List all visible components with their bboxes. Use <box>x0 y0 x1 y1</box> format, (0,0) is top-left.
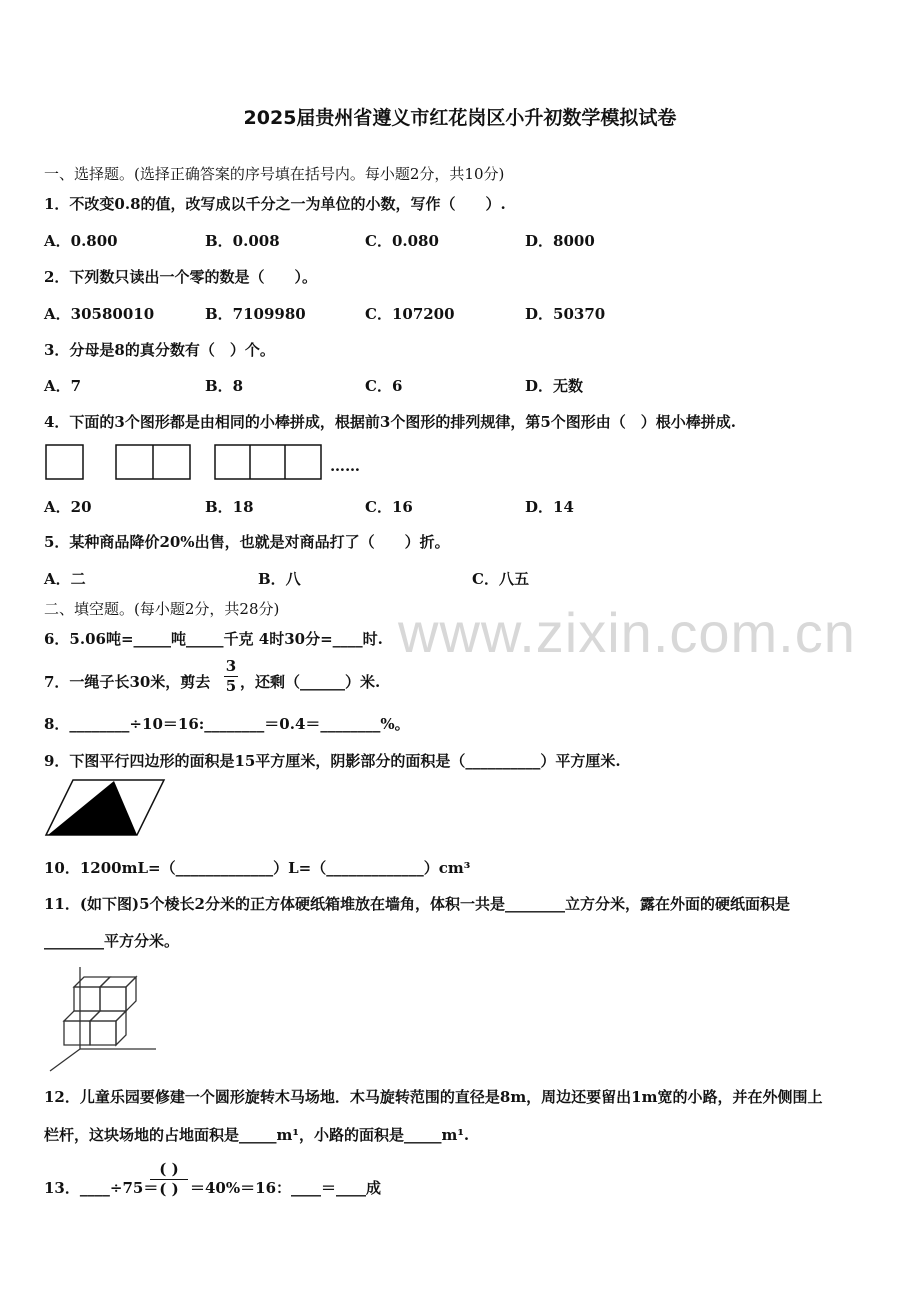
q2-option-b: B．7109980 <box>205 305 306 323</box>
q3-option-d: D．无数 <box>525 377 584 395</box>
q4-option-c: C．16 <box>365 498 413 516</box>
question-2: 2．下列数只读出一个零的数是（ ）。 <box>44 268 317 286</box>
q1-option-a: A．0.800 <box>44 232 118 250</box>
q1-option-b: B．0.008 <box>205 232 280 250</box>
question-12-line2: 栏杆，这块场地的占地面积是_____m¹，小路的面积是_____m¹. <box>44 1126 470 1144</box>
question-1: 1．不改变0.8的值，改写成以千分之一为单位的小数，写作（ ）. <box>44 195 506 213</box>
parallelogram-figure <box>44 778 166 838</box>
question-11-line1: 11．(如下图)5个棱长2分米的正方体硬纸箱堆放在墙角，体积一共是________立方分米，露在外面的硬纸面积是 <box>44 895 790 913</box>
q1-option-d: D．8000 <box>525 232 595 250</box>
question-4: 4．下面的3个图形都是由相同的小棒拼成，根据前3个图形的排列规律，第5个图形由（ ）根小棒拼成. <box>44 413 736 431</box>
question-3: 3．分母是8的真分数有（ ）个。 <box>44 341 275 359</box>
question-10: 10．1200mL=（_____________）L=（_____________）cm³ <box>44 859 471 877</box>
question-8: 8．________÷10＝16:________＝0.4＝________%。 <box>44 715 410 733</box>
question-7-prefix: 7．一绳子长30米，剪去 <box>44 673 211 691</box>
q5-option-a: A．二 <box>44 570 86 588</box>
section-heading-choice: 一、选择题。(选择正确答案的序号填在括号内。每小题2分，共10分) <box>44 165 505 183</box>
watermark: www.zixin.com.cn <box>398 601 856 664</box>
q4-option-a: A．20 <box>44 498 92 516</box>
q2-option-c: C．107200 <box>365 305 455 323</box>
question-5: 5．某种商品降价20%出售，也就是对商品打了（ ）折。 <box>44 533 450 551</box>
q13-fraction-numerator: ( ) <box>159 1160 179 1178</box>
pattern-ellipsis: …… <box>330 457 360 475</box>
q13-fraction-denominator: ( ) <box>159 1180 179 1198</box>
q7-fraction-numerator: 3 <box>225 657 237 675</box>
q1-option-c: C．0.080 <box>365 232 439 250</box>
q3-option-c: C．6 <box>365 377 403 395</box>
q5-option-b: B．八 <box>258 570 301 588</box>
q4-option-d: D．14 <box>525 498 574 516</box>
question-11-line2: ________平方分米。 <box>44 932 180 950</box>
question-13-prefix: 13．____÷75＝ <box>44 1179 159 1197</box>
section-heading-fill: 二、填空题。(每小题2分，共28分) <box>44 600 280 618</box>
q7-fraction-denominator: 5 <box>225 677 237 695</box>
q5-option-c: C．八五 <box>472 570 529 588</box>
q4-option-b: B．18 <box>205 498 254 516</box>
q2-option-d: D．50370 <box>525 305 606 323</box>
q3-option-b: B．8 <box>205 377 244 395</box>
question-9: 9．下图平行四边形的面积是15平方厘米，阴影部分的面积是（__________）平方厘米. <box>44 752 621 770</box>
question-7-suffix: ，还剩（______）米. <box>240 673 381 691</box>
q2-option-a: A．30580010 <box>44 305 155 323</box>
question-6: 6．5.06吨=_____吨_____千克 4时30分=____时. <box>44 630 383 648</box>
q7-fraction <box>224 657 238 696</box>
stick-pattern-figure <box>44 443 334 481</box>
q3-option-a: A．7 <box>44 377 82 395</box>
question-12-line1: 12．儿童乐园要修建一个圆形旋转木马场地．木马旋转范围的直径是8m，周边还要留出1m宽的小路，并在外侧围上 <box>44 1088 823 1106</box>
question-13-suffix: ＝40%＝16：____＝____成 <box>190 1179 382 1197</box>
page-title: 2025届贵州省遵义市红花岗区小升初数学模拟试卷 <box>243 107 677 129</box>
stacked-cubes-figure <box>44 963 162 1073</box>
